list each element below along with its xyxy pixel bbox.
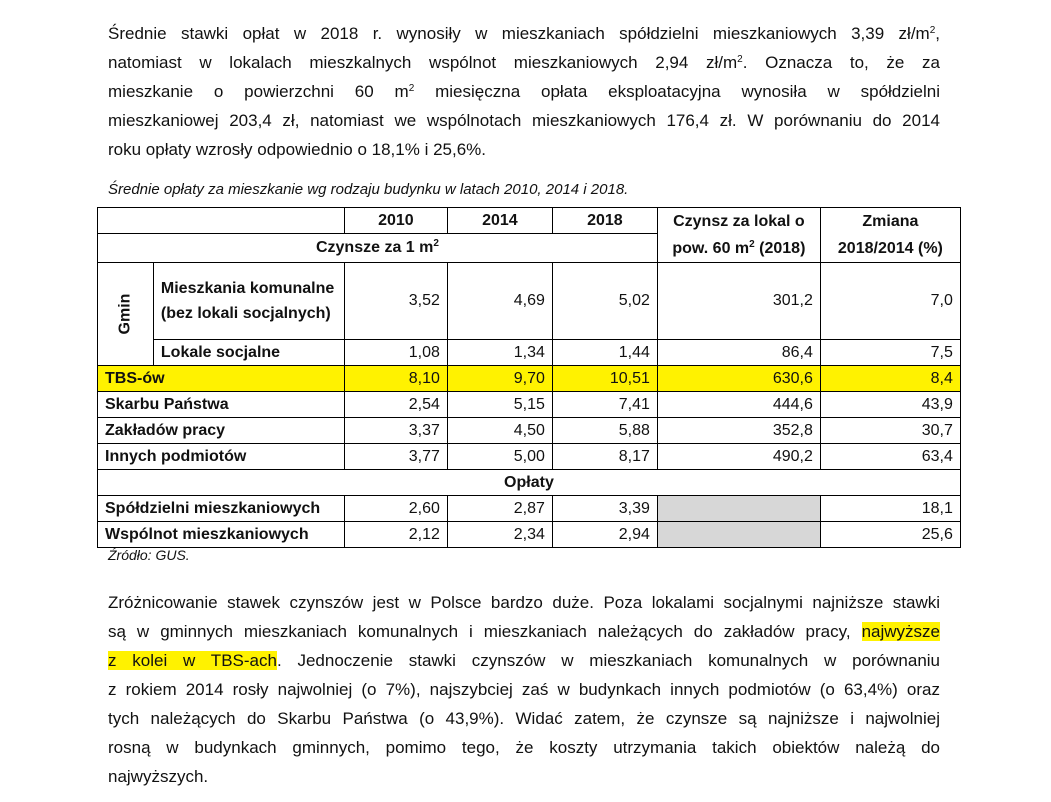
row-label: Lokale socjalne [153, 340, 344, 366]
table-row-highlighted: TBS-ów 8,10 9,70 10,51 630,6 8,4 [98, 366, 961, 392]
table-row: Spółdzielni mieszkaniowych 2,60 2,87 3,39 18,1 [98, 496, 961, 522]
header-row-1 [98, 208, 961, 234]
highlighted-text: najwyższe [861, 622, 940, 641]
intro-line-2: natomiast w lokalach mieszkalnych wspólnot mieszkaniowych 2,94 $zł/m^2$. Oznacza to, że za [108, 53, 940, 72]
highlighted-text: z kolei w TBS-ach [108, 651, 277, 670]
row-label: Spółdzielni mieszkaniowych [98, 496, 345, 522]
oplaty-section-row [98, 470, 961, 496]
analysis-line-2: są w gminnych mieszkaniach komunalnych i mieszkaniach należących do zakładów pracy, najwyższe [108, 622, 940, 641]
gmin-group-label: Gmin [98, 263, 154, 366]
analysis-line-4: z rokiem 2014 rosły najwolniej (o 7%), najszybciej zaś w budynkach innych podmiotów (o 63,4%) oraz [108, 680, 940, 699]
intro-line-1: Średnie stawki opłat w 2018 r. wynosiły w mieszkaniach spółdzielni mieszkaniowych 3,39 $zł/m^2$, [108, 24, 940, 43]
row-label: Zakładów pracy [98, 418, 345, 444]
header-czynsze: Czynsze za 1 $m^2$ [98, 234, 658, 263]
header-2014: 2014 [447, 208, 552, 234]
rent-table [97, 207, 961, 548]
analysis-line-3: z kolei w TBS-ach. Jednoczenie stawki czynszów w mieszkaniach komunalnych w porównaniu [108, 651, 940, 670]
analysis-line-1: Zróżnicowanie stawek czynszów jest w Polsce bardzo duże. Poza lokalami socjalnymi najniższe stawki [108, 593, 940, 612]
row-label: Mieszkania komunalne (bez lokali socjalnych) [153, 263, 344, 340]
analysis-line-5: tych należących do Skarbu Państwa (o 43,9%). Widać zatem, że czynsze są najniższe i najwolniej [108, 709, 940, 728]
row-label: Innych podmiotów [98, 444, 345, 470]
table-row: Lokale socjalne 1,08 1,34 1,44 86,4 7,5 [98, 340, 961, 366]
intro-line-4: mieszkaniowej 203,4 zł, natomiast we wspólnotach mieszkaniowych 176,4 zł. W porównaniu do 2014 [108, 111, 940, 130]
empty-cell [657, 522, 820, 548]
empty-cell [657, 496, 820, 522]
header-czynsz-lokal: Czynsz za lokal o pow. 60 $m^2$ (2018) [657, 208, 820, 263]
table-row: Wspólnot mieszkaniowych 2,12 2,34 2,94 25,6 [98, 522, 961, 548]
intro-paragraph [108, 19, 940, 164]
table-row: Gmin Mieszkania komunalne (bez lokali socjalnych) 3,52 4,69 5,02 301,2 7,0 [98, 263, 961, 340]
table-row: Skarbu Państwa 2,54 5,15 7,41 444,6 43,9 [98, 392, 961, 418]
row-label: Skarbu Państwa [98, 392, 345, 418]
table-row: Zakładów pracy 3,37 4,50 5,88 352,8 30,7 [98, 418, 961, 444]
intro-line-3: mieszkanie o powierzchni 60 $m^2$ miesięczna opłata eksploatacyjna wynosiła w spółdzielni [108, 82, 940, 101]
header-zmiana: Zmiana 2018/2014 (%) [820, 208, 960, 263]
analysis-line-7: najwyższych. [108, 767, 209, 786]
table-row: Innych podmiotów 3,77 5,00 8,17 490,2 63,4 [98, 444, 961, 470]
row-label: TBS-ów [98, 366, 345, 392]
analysis-line-6: rosną w budynkach gminnych, pomimo tego, że koszty utrzymania takich obiektów należą do [108, 738, 940, 757]
source-note: Źródło: GUS. [108, 547, 190, 563]
oplaty-section-label: Opłaty [98, 470, 961, 496]
header-2010: 2010 [344, 208, 447, 234]
intro-line-5: roku opłaty wzrosły odpowiednio o 18,1% i 25,6%. [108, 140, 486, 159]
analysis-paragraph [108, 588, 940, 791]
row-label: Wspólnot mieszkaniowych [98, 522, 345, 548]
header-2018: 2018 [552, 208, 657, 234]
table-caption: Średnie opłaty za mieszkanie wg rodzaju budynku w latach 2010, 2014 i 2018. [108, 181, 629, 198]
